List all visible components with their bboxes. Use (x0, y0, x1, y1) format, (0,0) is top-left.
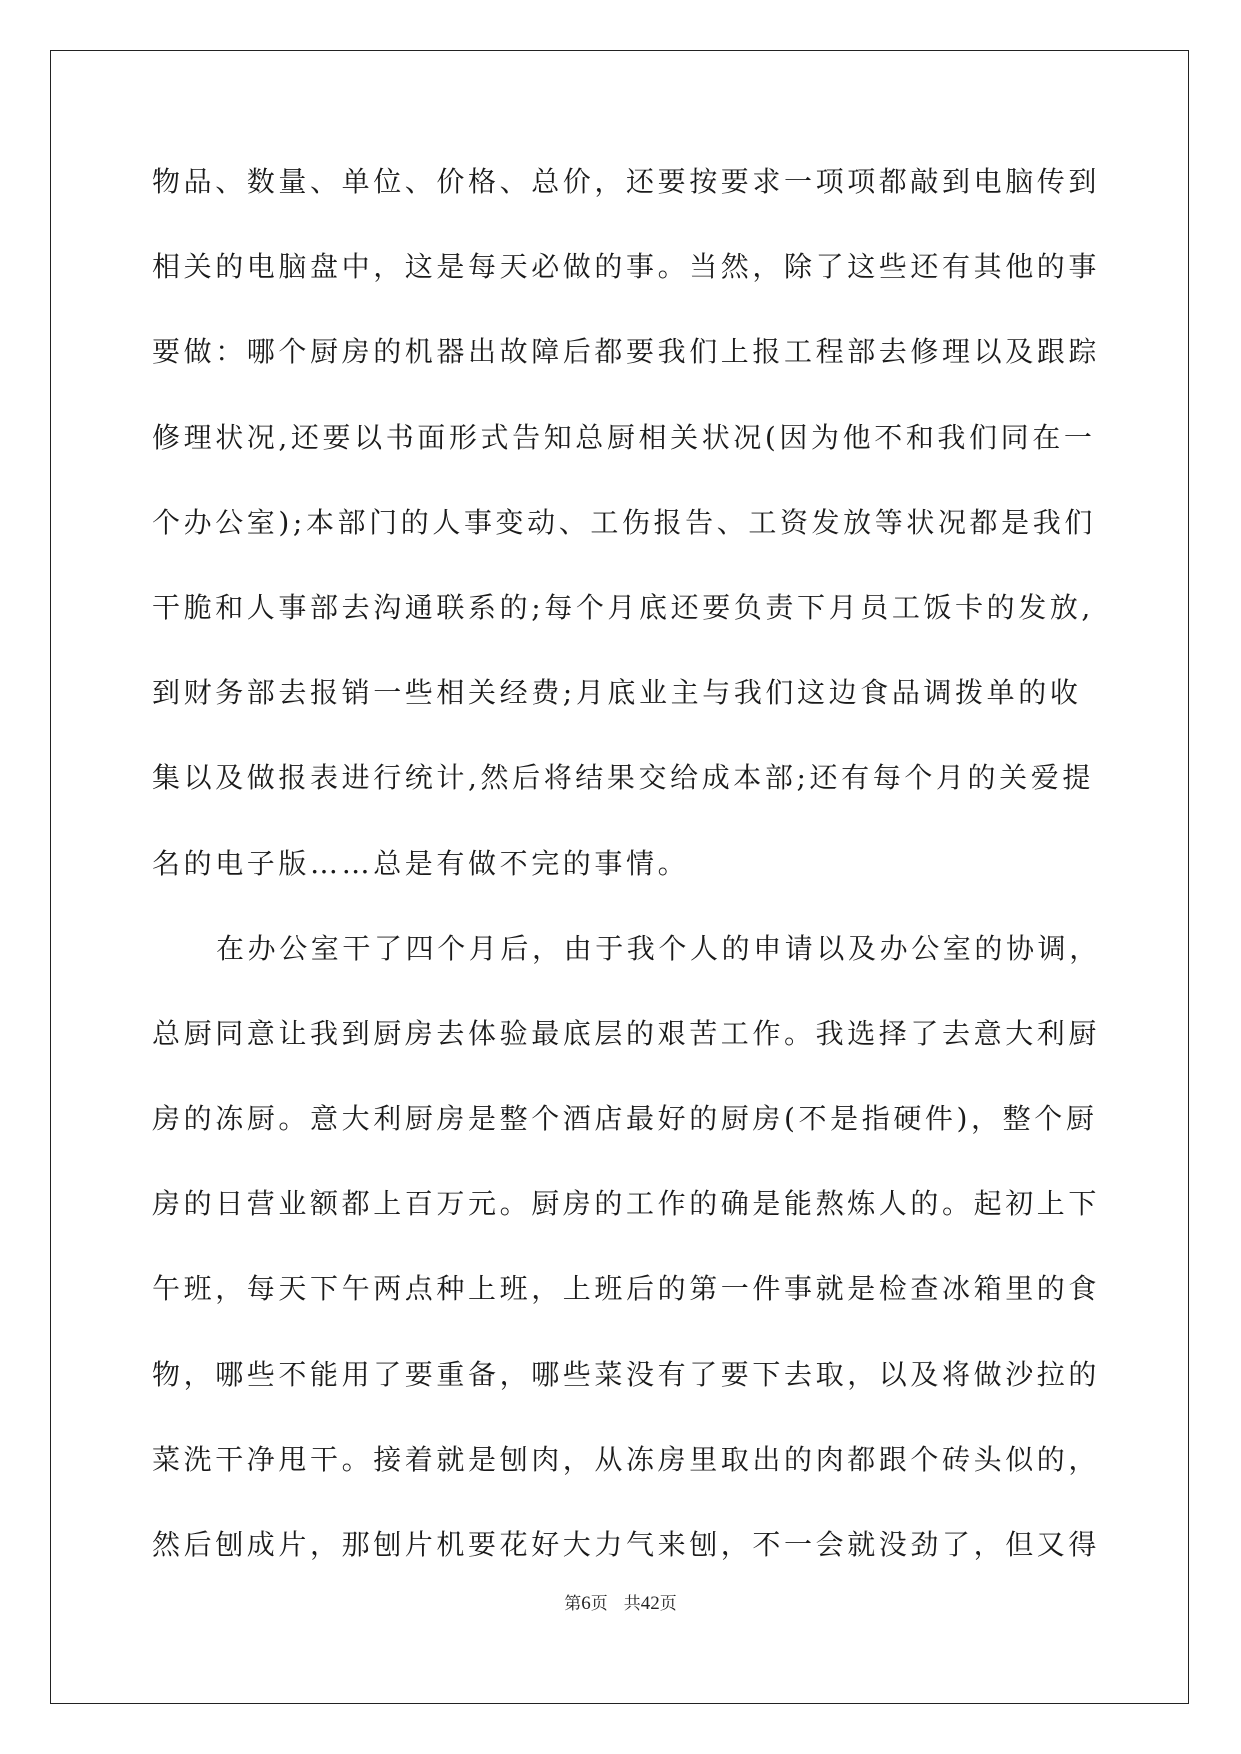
page-suffix: 页 (590, 1594, 608, 1614)
text-line: 物品、数量、单位、价格、总价，还要按要求一项项都敲到电脑传到 (152, 165, 1101, 198)
total-suffix: 页 (659, 1594, 677, 1614)
paragraph-first-line: 在办公室干了四个月后，由于我个人的申请以及办公室的协调， (216, 931, 1101, 965)
text-line: 房的冻厨。意大利厨房是整个酒店最好的厨房(不是指硬件)，整个厨 (152, 1102, 1098, 1136)
page-number: 6 (581, 1593, 591, 1614)
text-line: 到财务部去报销一些相关经费;月底业主与我们这边食品调拨单的收 (152, 676, 1082, 710)
text-line: 房的日营业额都上百万元。厨房的工作的确是能熬炼人的。起初上下 (152, 1187, 1101, 1221)
text-line: 要做：哪个厨房的机器出故障后都要我们上报工程部去修理以及跟踪 (152, 335, 1101, 369)
document-body (152, 162, 1101, 1610)
text-line: 个办公室);本部门的人事变动、工伤报告、工资发放等状况都是我们 (152, 505, 1096, 539)
text-line: 总厨同意让我到厨房去体验最底层的艰苦工作。我选择了去意大利厨 (152, 1016, 1101, 1050)
total-prefix: 共 (623, 1594, 641, 1614)
text-line: 名的电子版……总是有做不完的事情。 (152, 846, 690, 880)
page-prefix: 第 (564, 1594, 582, 1614)
text-line: 集以及做报表进行统计,然后将结果交给成本部;还有每个月的关爱提 (152, 761, 1094, 795)
text-line: 午班，每天下午两点种上班，上班后的第一件事就是检查冰箱里的食 (152, 1272, 1101, 1306)
text-line: 相关的电脑盘中，这是每天必做的事。当然，除了这些还有其他的事 (152, 250, 1101, 284)
text-line: 物，哪些不能用了要重备，哪些菜没有了要下去取，以及将做沙拉的 (152, 1357, 1101, 1391)
text-line: 修理状况,还要以书面形式告知总厨相关状况(因为他不和我们同在一 (152, 420, 1096, 454)
total-pages: 42 (640, 1593, 660, 1614)
text-line: 然后刨成片，那刨片机要花好大力气来刨，不一会就没劲了，但又得 (152, 1528, 1101, 1561)
text-line: 干脆和人事部去沟通联系的;每个月底还要负责下月员工饭卡的发放, (152, 590, 1094, 624)
text-line: 菜洗干净甩干。接着就是刨肉，从冻房里取出的肉都跟个砖头似的， (152, 1442, 1101, 1476)
page-footer (0, 1592, 1241, 1616)
